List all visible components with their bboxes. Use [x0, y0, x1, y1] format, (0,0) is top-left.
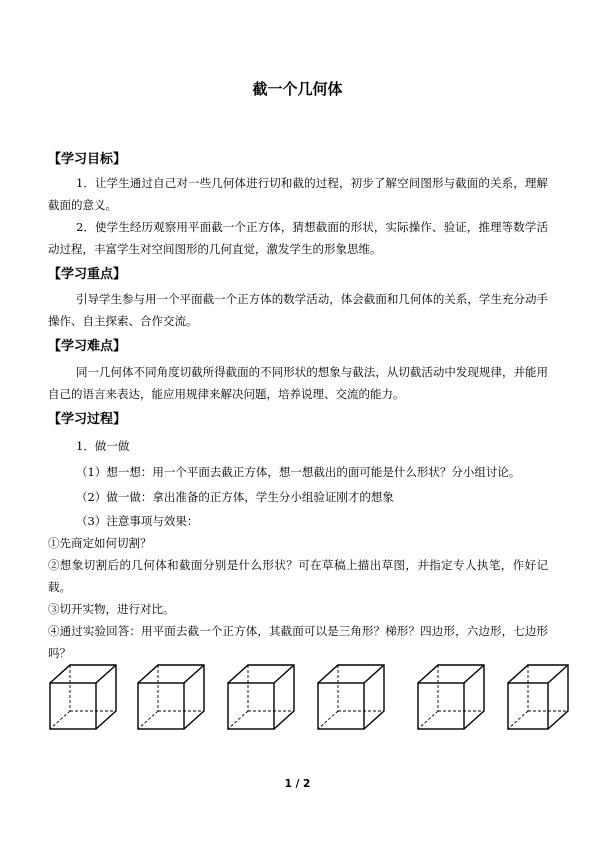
process-sub-3: （3）注意事项与效果：	[76, 514, 199, 528]
process-note-2: ②想象切割后的几何体和截面分别是什么形状？可在草稿上描出草图，并指定专人执笔，作好记载。	[48, 558, 548, 594]
goals-paragraph-1: 1．让学生通过自己对一些几何体进行切和截的过程，初步了解空间图形与截面的关系，理解截面的意义。	[48, 176, 548, 212]
process-sub-2: （2）做一做：拿出准备的正方体，学生分小组验证刚才的想象	[76, 490, 394, 504]
cube-figure-4	[316, 663, 386, 733]
cube-figure-5	[416, 663, 486, 733]
section-heading-focus: 【学习重点】	[48, 267, 127, 282]
process-sub-1: （1）想一想：用一个平面去截正方体，想一想截出的面可能是什么形状？分小组讨论。	[76, 465, 521, 479]
process-note-1: ①先商定如何切割？	[48, 536, 152, 550]
section-heading-goals: 【学习目标】	[48, 152, 127, 167]
process-step-1: 1．做一做	[76, 439, 130, 453]
cube-figure-6	[506, 663, 576, 733]
section-heading-process: 【学习过程】	[48, 412, 127, 427]
process-note-3: ③切开实物，进行对比。	[48, 602, 175, 616]
page-title: 截一个几何体	[252, 80, 343, 98]
difficulty-paragraph: 同一几何体不同角度切截所得截面的不同形状的想象与截法，从切截活动中发现规律，并能用自己的语言来表达，能应用规律来解决问题，培养说理、交流的能力。	[48, 365, 548, 401]
process-note-4: ④通过实验回答：用平面去截一个正方体，其截面可以是三角形？梯形？四边形，六边形，七边形吗？	[48, 624, 548, 660]
cube-figures-row	[48, 663, 548, 735]
focus-paragraph: 引导学生参与用一个平面截一个正方体的数学活动，体会截面和几何体的关系，学生充分动手操作、自主探索、合作交流。	[48, 292, 548, 328]
page-number: 1 / 2	[284, 778, 311, 790]
cube-figure-1	[48, 663, 118, 733]
section-heading-difficulty: 【学习难点】	[48, 339, 127, 354]
cube-figure-2	[136, 663, 206, 733]
cube-figure-3	[226, 663, 296, 733]
goals-paragraph-2: 2．使学生经历观察用平面截一个正方体，猜想截面的形状，实际操作、验证，推理等数学活动过程，丰富学生对空间图形的几何直觉，激发学生的形象思维。	[48, 220, 548, 256]
